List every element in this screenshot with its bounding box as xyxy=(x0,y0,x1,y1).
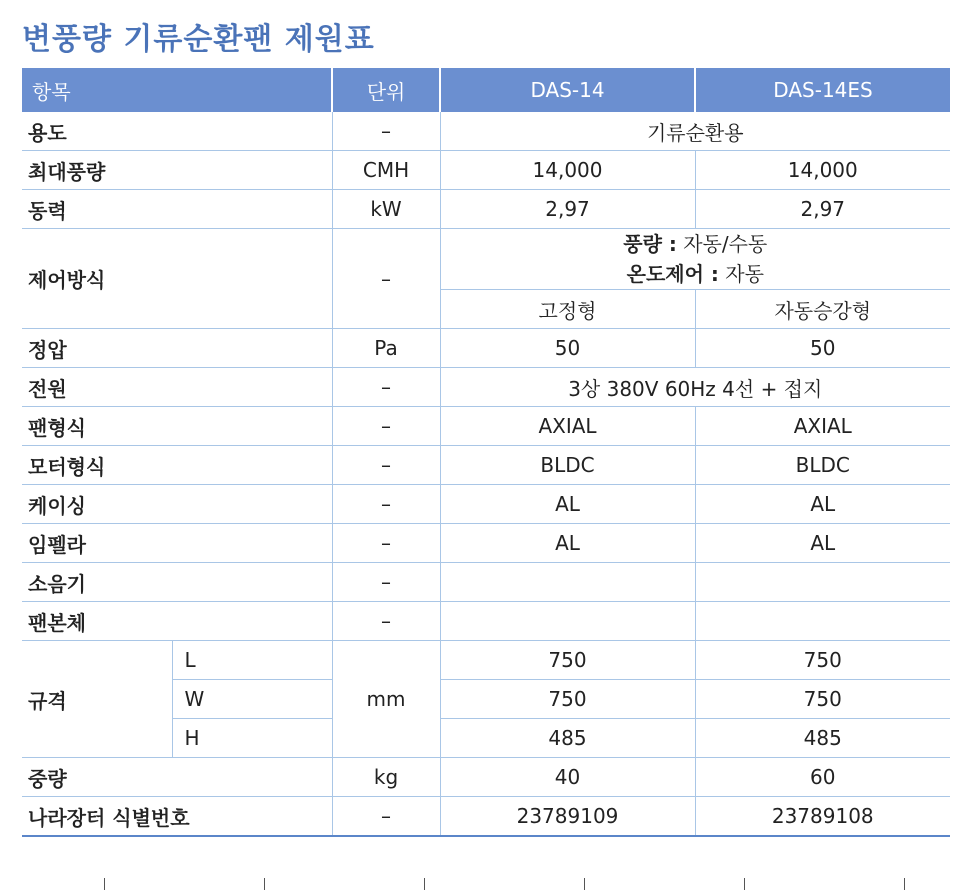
cell-model-b: 50 xyxy=(695,329,950,368)
cell-model-b: 750 xyxy=(695,680,950,719)
cell-model-a: 50 xyxy=(440,329,695,368)
cell-model-b: BLDC xyxy=(695,446,950,485)
row-unit: kW xyxy=(332,190,440,229)
row-unit: – xyxy=(332,112,440,151)
cell-model-b: 60 xyxy=(695,758,950,797)
tick-mark xyxy=(104,878,105,890)
table-row xyxy=(22,797,950,837)
row-unit: mm xyxy=(332,641,440,758)
cell-model-b: AXIAL xyxy=(695,407,950,446)
table-row xyxy=(22,641,950,680)
header-model-b: DAS-14ES xyxy=(695,68,950,112)
table-row xyxy=(22,563,950,602)
row-unit: – xyxy=(332,563,440,602)
row-unit: – xyxy=(332,368,440,407)
table-row xyxy=(22,524,950,563)
tick-mark xyxy=(264,878,265,890)
cell-model-a: AXIAL xyxy=(440,407,695,446)
control-mode-cell xyxy=(440,229,950,290)
page-title: 변풍량 기류순환팬 제원표 xyxy=(22,22,375,57)
spec-dimension-label: W xyxy=(172,680,332,719)
cell-model-a: 750 xyxy=(440,641,695,680)
control-line-temp: 온도제어 : 자동 xyxy=(626,262,764,286)
bottom-tick-marks xyxy=(0,878,980,890)
row-value: 기류순환용 xyxy=(440,112,950,151)
row-label: 모터형식 xyxy=(22,446,332,485)
cell-model-b xyxy=(695,563,950,602)
cell-model-a: 40 xyxy=(440,758,695,797)
header-item: 항목 xyxy=(22,68,332,112)
tick-mark xyxy=(744,878,745,890)
header-unit: 단위 xyxy=(332,68,440,112)
cell-model-b: 750 xyxy=(695,641,950,680)
tick-mark xyxy=(424,878,425,890)
cell-model-b: AL xyxy=(695,524,950,563)
cell-model-b: AL xyxy=(695,485,950,524)
row-value: 3상 380V 60Hz 4선 + 접지 xyxy=(440,368,950,407)
table-row xyxy=(22,329,950,368)
row-unit: CMH xyxy=(332,151,440,190)
table-row xyxy=(22,151,950,190)
spec-dimension-label: H xyxy=(172,719,332,758)
cell-model-a: 2,97 xyxy=(440,190,695,229)
control-line-flow: 풍량 : 자동/수동 xyxy=(623,232,768,256)
cell-model-b: 2,97 xyxy=(695,190,950,229)
tick-mark xyxy=(584,878,585,890)
cell-model-b: 자동승강형 xyxy=(695,290,950,329)
table-row xyxy=(22,485,950,524)
row-unit: – xyxy=(332,797,440,837)
cell-model-a: 750 xyxy=(440,680,695,719)
table-row xyxy=(22,758,950,797)
row-unit: – xyxy=(332,229,440,329)
cell-model-a: 485 xyxy=(440,719,695,758)
row-unit: – xyxy=(332,524,440,563)
table-row xyxy=(22,368,950,407)
cell-model-b: 23789108 xyxy=(695,797,950,837)
row-label: 정압 xyxy=(22,329,332,368)
row-label: 제어방식 xyxy=(22,229,332,329)
row-label: 임펠라 xyxy=(22,524,332,563)
row-label: 최대풍량 xyxy=(22,151,332,190)
row-label: 규격 xyxy=(22,641,172,758)
row-label: 소음기 xyxy=(22,563,332,602)
row-label: 용도 xyxy=(22,112,332,151)
spec-dimension-label: L xyxy=(172,641,332,680)
row-label: 팬형식 xyxy=(22,407,332,446)
row-unit: – xyxy=(332,485,440,524)
table-row xyxy=(22,407,950,446)
cell-model-b: 14,000 xyxy=(695,151,950,190)
row-unit: – xyxy=(332,602,440,641)
cell-model-a: 14,000 xyxy=(440,151,695,190)
cell-model-a xyxy=(440,563,695,602)
cell-model-b xyxy=(695,602,950,641)
cell-model-b: 485 xyxy=(695,719,950,758)
cell-model-a: 고정형 xyxy=(440,290,695,329)
cell-model-a: AL xyxy=(440,485,695,524)
row-label: 중량 xyxy=(22,758,332,797)
row-label: 케이싱 xyxy=(22,485,332,524)
cell-model-a: BLDC xyxy=(440,446,695,485)
header-model-a: DAS-14 xyxy=(440,68,695,112)
row-label: 동력 xyxy=(22,190,332,229)
table-row xyxy=(22,602,950,641)
spec-table xyxy=(22,68,950,837)
row-unit: – xyxy=(332,407,440,446)
row-unit: – xyxy=(332,446,440,485)
cell-model-a: 23789109 xyxy=(440,797,695,837)
row-unit: Pa xyxy=(332,329,440,368)
table-row xyxy=(22,229,950,290)
row-label: 나라장터 식별번호 xyxy=(22,797,332,837)
table-row xyxy=(22,446,950,485)
tick-mark xyxy=(904,878,905,890)
table-row xyxy=(22,112,950,151)
table-header-row xyxy=(22,68,950,112)
cell-model-a: AL xyxy=(440,524,695,563)
cell-model-a xyxy=(440,602,695,641)
table-row xyxy=(22,190,950,229)
row-label: 팬본체 xyxy=(22,602,332,641)
row-unit: kg xyxy=(332,758,440,797)
row-label: 전원 xyxy=(22,368,332,407)
